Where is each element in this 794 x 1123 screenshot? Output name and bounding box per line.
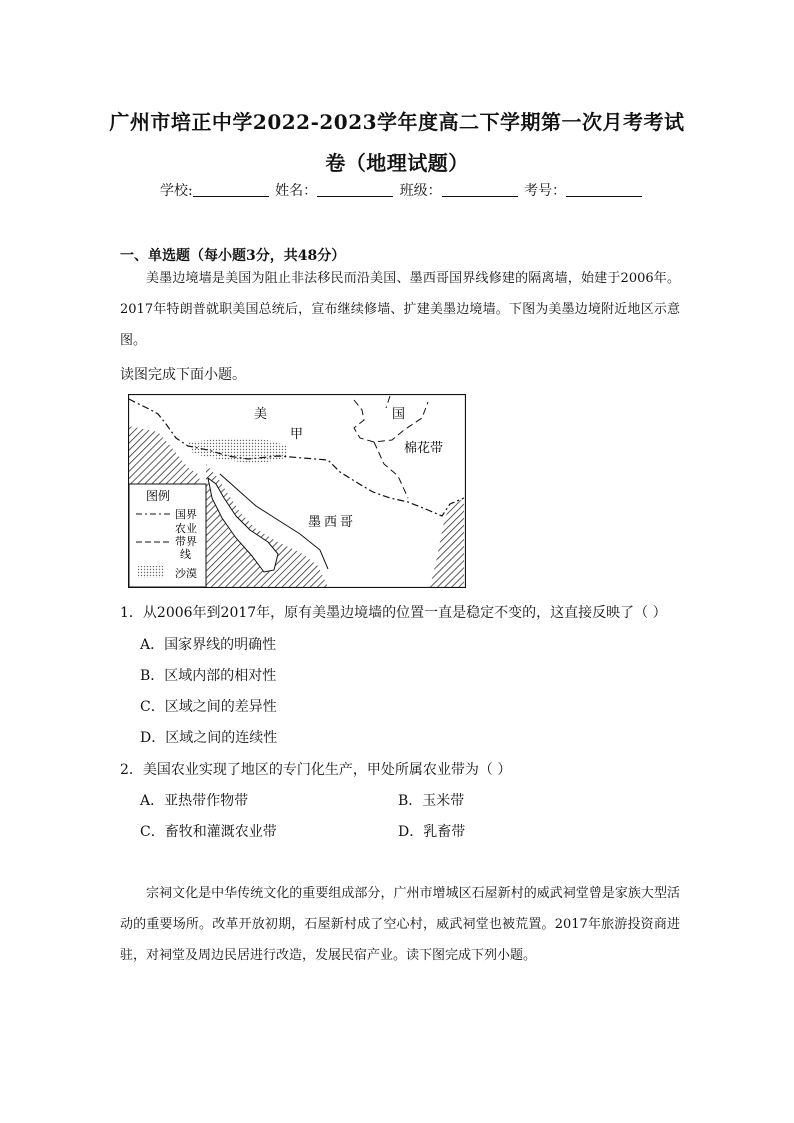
page-title-line1: 广州市培正中学2022-2023学年度高二下学期第一次月考考试 bbox=[109, 110, 685, 134]
school-label: 学校: bbox=[160, 183, 193, 199]
us-mexico-border-map bbox=[128, 394, 466, 588]
student-info-row bbox=[160, 180, 644, 200]
number-label: 考号： bbox=[524, 183, 567, 199]
read-instruction: 读图完成下面小题。 bbox=[120, 367, 246, 383]
legend-agri-label-2: 带界 bbox=[175, 535, 197, 548]
q2-option-b: B．玉米带 bbox=[398, 793, 465, 809]
number-blank bbox=[566, 182, 642, 197]
legend-desert-label: 沙漠 bbox=[175, 567, 197, 580]
passage-2-text: 宗祠文化是中华传统文化的重要组成部分，广州市增城区石屋新村的威武祠堂曾是家族大型活动的重要场所。改革开放初期，石屋新村成了空心村，威武祠堂也被荒置。2017年旅游投资商进驻，对祠堂及周边民居进行改造，发展民宿产业。读下图完成下列小题。 bbox=[120, 886, 680, 963]
page-title-line2: 卷（地理试题） bbox=[325, 151, 469, 175]
q2-option-d: D．乳畜带 bbox=[398, 824, 466, 840]
question-2-stem: 2．美国农业实现了地区的专门化生产，甲处所属农业带为（ ） bbox=[120, 762, 512, 778]
q1-option-a: A．国家界线的明确性 bbox=[140, 637, 277, 653]
q1-option-b: B．区域内部的相对性 bbox=[140, 668, 277, 684]
passage-2 bbox=[120, 878, 680, 971]
map-label-cotton-belt: 棉花带 bbox=[404, 441, 444, 456]
legend-agri-label-3: 线 bbox=[180, 548, 191, 561]
map-label-mexico: 墨西哥 bbox=[308, 515, 357, 530]
q1-option-c: C．区域之间的差异性 bbox=[140, 699, 277, 715]
q1-option-d: D．区域之间的连续性 bbox=[140, 730, 278, 746]
class-blank bbox=[442, 182, 518, 197]
legend-agri-label-1: 农业 bbox=[175, 522, 197, 535]
school-blank bbox=[193, 182, 269, 197]
section-heading: 一、单选题（每小题3分，共48分） bbox=[120, 248, 346, 264]
legend-border-label: 国界 bbox=[175, 508, 197, 521]
map-label-usa-2: 国 bbox=[392, 407, 406, 422]
passage-1 bbox=[120, 263, 680, 356]
passage-1-text: 美墨边境墙是美国为阻止非法移民而沿美国、墨西哥国界线修建的隔离墙，始建于2006年。2017年特朗普就职美国总统后，宣布继续修墙、扩建美墨边境墙。下图为美墨边境附近地区示意图。 bbox=[120, 271, 680, 348]
question-1-stem: 1．从2006年到2017年，原有美墨边境墙的位置一直是稳定不变的，这直接反映了（ ） bbox=[120, 605, 667, 621]
class-label: 班级： bbox=[399, 183, 442, 199]
name-label: 姓名： bbox=[275, 183, 318, 199]
map-label-jia: 甲 bbox=[290, 427, 304, 442]
q2-option-c: C．畜牧和灌溉农业带 bbox=[140, 824, 277, 840]
map-label-usa-1: 美 bbox=[254, 407, 268, 422]
q2-option-a: A．亚热带作物带 bbox=[140, 793, 249, 809]
name-blank bbox=[317, 182, 393, 197]
legend-title: 图例 bbox=[146, 489, 171, 503]
legend-desert-symbol bbox=[138, 566, 164, 578]
